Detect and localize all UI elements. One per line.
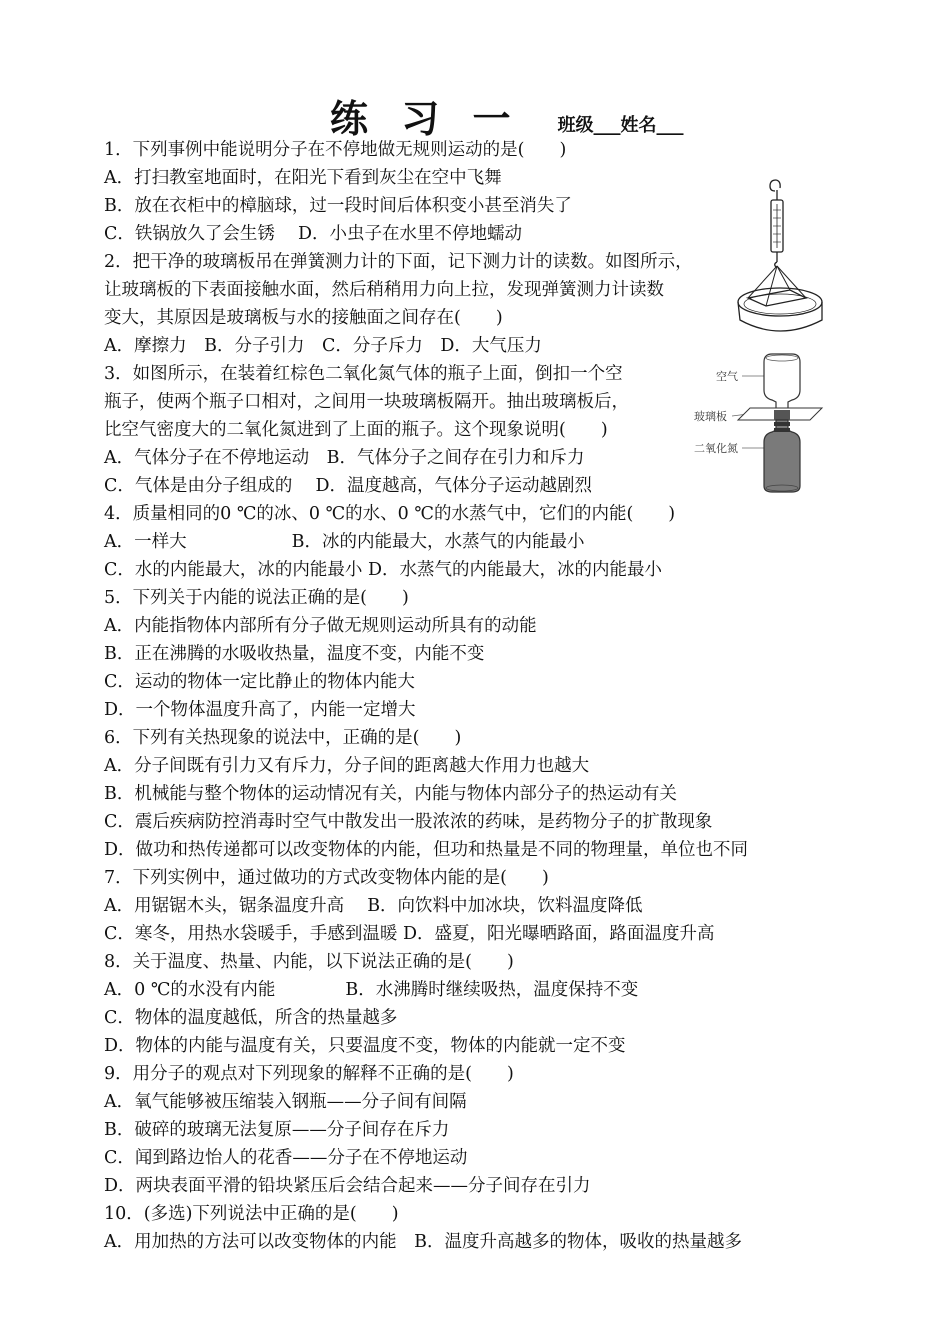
text-line: 9．用分子的观点对下列现象的解释不正确的是( ) xyxy=(104,1064,514,1084)
text-line: A．内能指物体内部所有分子做无规则运动所具有的动能 xyxy=(104,616,537,636)
text-line: B．破碎的玻璃无法复原——分子间存在斥力 xyxy=(104,1120,450,1140)
text-line: D．物体的内能与温度有关，只要温度不变，物体的内能就一定不变 xyxy=(104,1036,626,1056)
no2-bottle-icon xyxy=(764,420,800,492)
text-line: C．震后疾病防控消毒时空气中散发出一股浓浓的药味，是药物分子的扩散现象 xyxy=(104,812,713,832)
text-line: A．0 ℃的水没有内能 B．水沸腾时继续吸热，温度保持不变 xyxy=(104,980,639,1000)
text-line: 比空气密度大的二氧化氮进到了上面的瓶子。这个现象说明( ) xyxy=(104,420,608,440)
text-line: A．用加热的方法可以改变物体的内能 B．温度升高越多的物体，吸收的热量越多 xyxy=(104,1232,742,1252)
text-line: D．一个物体温度升高了，内能一定增大 xyxy=(104,700,416,720)
text-line: 变大，其原因是玻璃板与水的接触面之间存在( ) xyxy=(104,308,503,328)
text-line: C．闻到路边怡人的花香——分子在不停地运动 xyxy=(104,1148,468,1168)
text-line: A．气体分子在不停地运动 B．气体分子之间存在引力和斥力 xyxy=(104,448,585,468)
text-line: A．用锯锯木头，锯条温度升高 B．向饮料中加冰块，饮料温度降低 xyxy=(104,896,643,916)
gas-diffusion-figure xyxy=(690,350,830,500)
title-row xyxy=(330,88,684,141)
spring-scale-figure xyxy=(736,176,828,346)
text-line: A．摩擦力 B．分子引力 C．分子斥力 D．大气压力 xyxy=(104,336,542,356)
air-bottle-icon xyxy=(764,354,800,410)
text-line: 4．质量相同的0 ℃的冰、0 ℃的水、0 ℃的水蒸气中，它们的内能( ) xyxy=(104,504,676,524)
text-line: C．铁锅放久了会生锈 D．小虫子在水里不停地蠕动 xyxy=(104,224,522,244)
label-air: 空气 xyxy=(716,370,738,383)
text-line: 3．如图所示，在装着红棕色二氧化氮气体的瓶子上面，倒扣一个空 xyxy=(104,364,623,384)
text-line: 让玻璃板的下表面接触水面，然后稍稍用力向上拉，发现弹簧测力计读数 xyxy=(104,280,664,300)
text-line: A．氧气能够被压缩装入钢瓶——分子间有间隔 xyxy=(104,1092,467,1112)
text-line: 5．下列关于内能的说法正确的是( ) xyxy=(104,588,409,608)
text-line: 6．下列有关热现象的说法中，正确的是( ) xyxy=(104,728,462,748)
label-no2: 二氧化氮 xyxy=(694,442,738,455)
text-line: C．水的内能最大，冰的内能最小 D．水蒸气的内能最大，冰的内能最小 xyxy=(104,560,662,580)
text-line: A．分子间既有引力又有斥力，分子间的距离越大作用力也越大 xyxy=(104,756,590,776)
text-line: B．机械能与整个物体的运动情况有关，内能与物体内部分子的热运动有关 xyxy=(104,784,677,804)
bottle-neck-icon xyxy=(774,410,790,420)
text-line: D．两块表面平滑的铅块紧压后会结合起来——分子间存在引力 xyxy=(104,1176,591,1196)
class-name-field: 班级___姓名___ xyxy=(557,115,684,136)
text-line: C．运动的物体一定比静止的物体内能大 xyxy=(104,672,415,692)
text-line: 10．(多选)下列说法中正确的是( ) xyxy=(104,1204,399,1224)
text-line: C．寒冬，用热水袋暖手，手感到温暖 D．盛夏，阳光曝晒路面，路面温度升高 xyxy=(104,924,715,944)
text-line: 8．关于温度、热量、内能，以下说法正确的是( ) xyxy=(104,952,514,972)
text-line: B．正在沸腾的水吸收热量，温度不变，内能不变 xyxy=(104,644,485,664)
spring-scale-glass-plate-water-icon xyxy=(738,180,822,331)
label-glass-plate: 玻璃板 xyxy=(694,410,727,423)
text-line: A．一样大 B．冰的内能最大，水蒸气的内能最小 xyxy=(104,532,585,552)
text-line: A．打扫教室地面时，在阳光下看到灰尘在空中飞舞 xyxy=(104,168,502,188)
text-line: C．气体是由分子组成的 D．温度越高，气体分子运动越剧烈 xyxy=(104,476,592,496)
text-line: 7．下列实例中，通过做功的方式改变物体内能的是( ) xyxy=(104,868,549,888)
text-line: 2．把干净的玻璃板吊在弹簧测力计的下面，记下测力计的读数。如图所示， xyxy=(104,252,693,272)
text-line: D．做功和热传递都可以改变物体的内能，但功和热量是不同的物理量，单位也不同 xyxy=(104,840,749,860)
text-line: B．放在衣柜中的樟脑球，过一段时间后体积变小甚至消失了 xyxy=(104,196,572,216)
page-title: 练 习 一 xyxy=(330,96,521,141)
text-line: 瓶子，使两个瓶子口相对，之间用一块玻璃板隔开。抽出玻璃板后， xyxy=(104,392,629,412)
text-line: C．物体的温度越低，所含的热量越多 xyxy=(104,1008,398,1028)
text-line: 1．下列事例中能说明分子在不停地做无规则运动的是( ) xyxy=(104,140,567,160)
question-list xyxy=(104,136,824,1256)
